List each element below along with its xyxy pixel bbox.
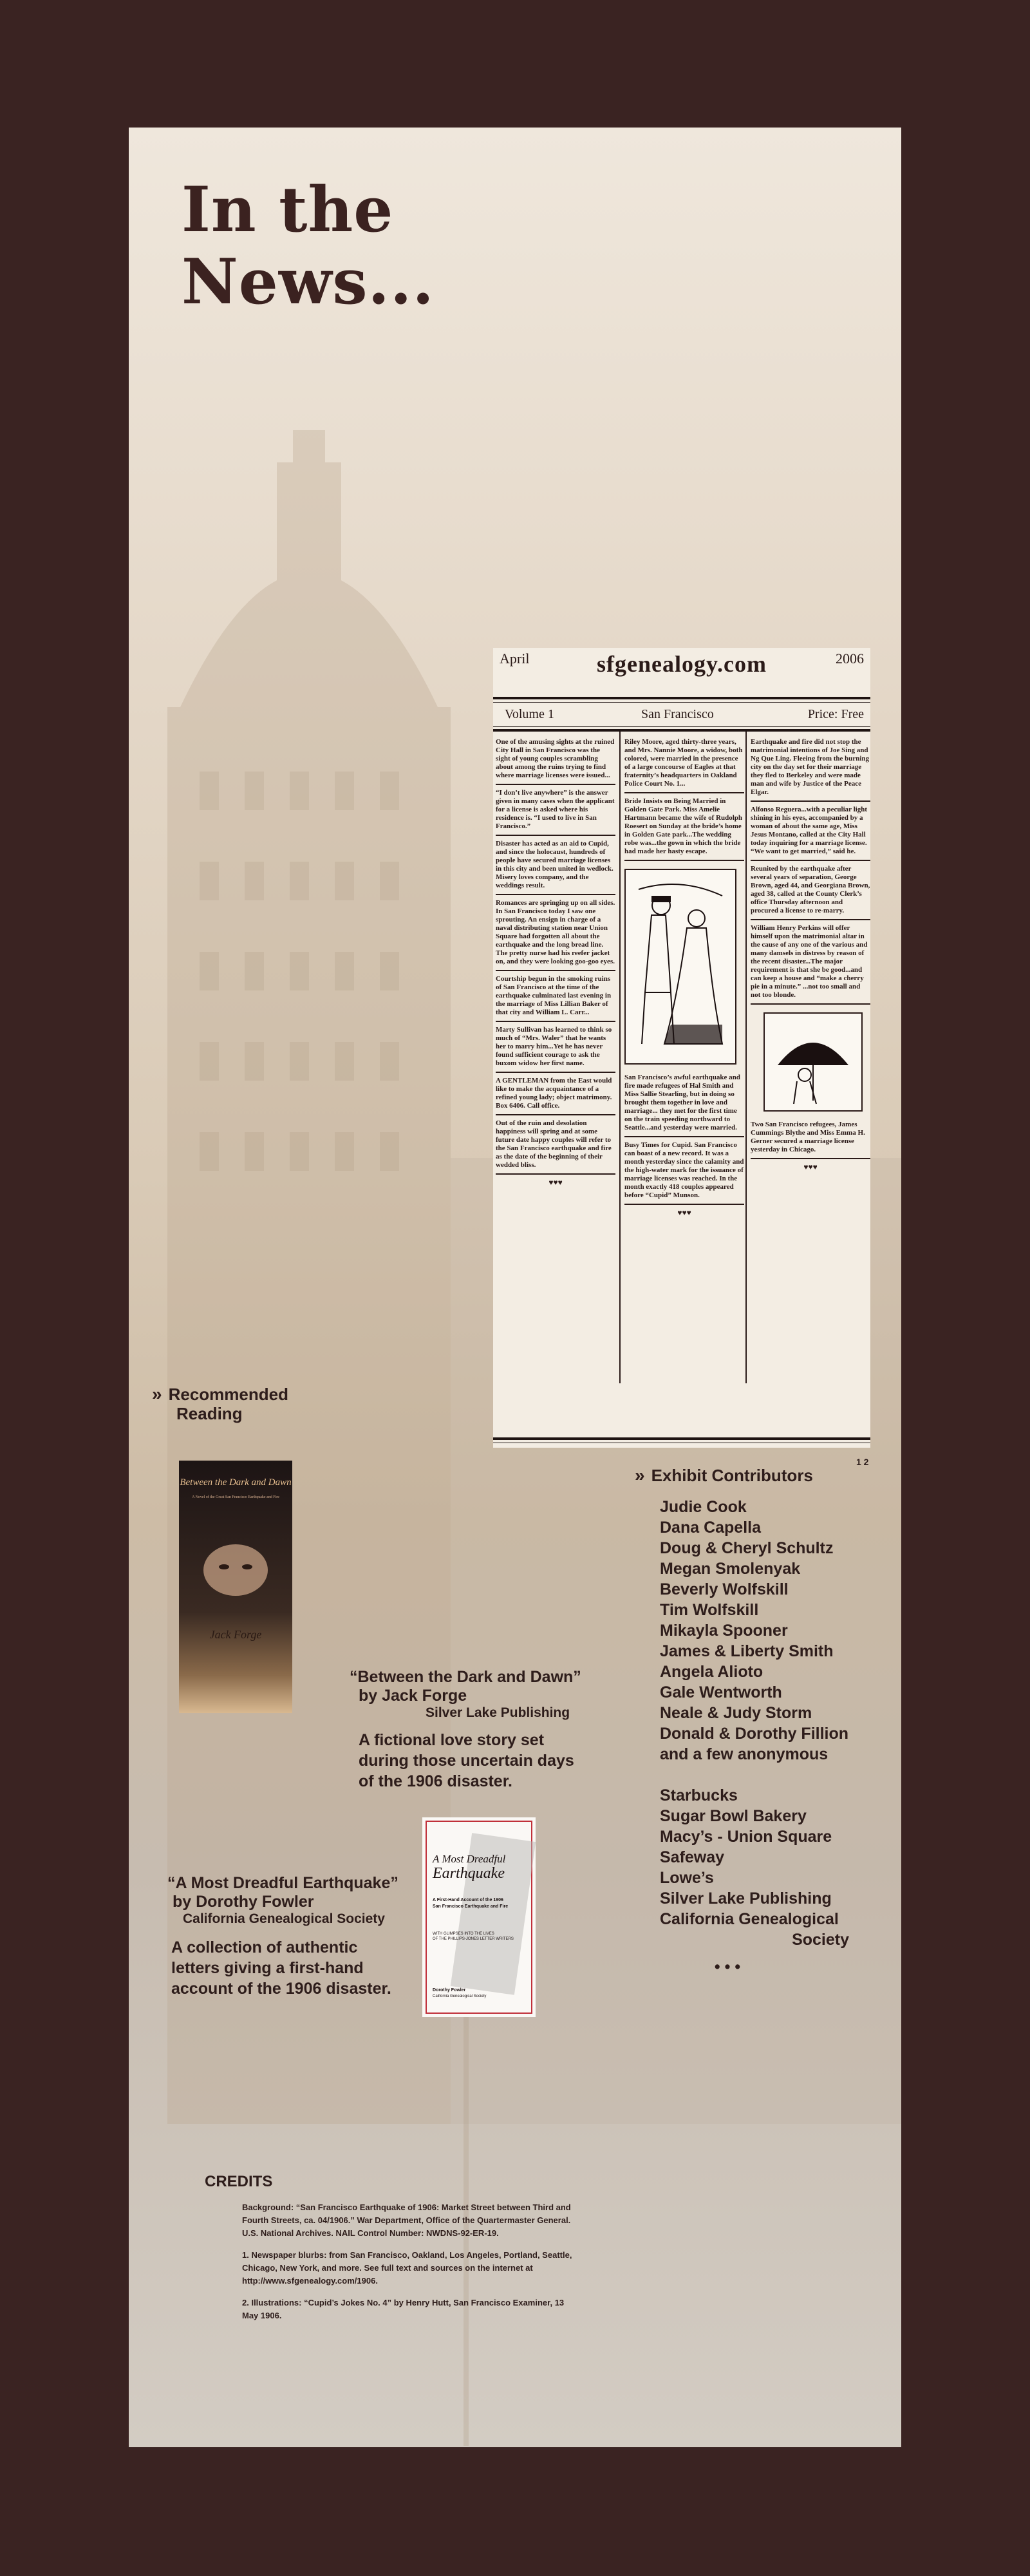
- book-cover-between-dark-dawn[interactable]: [179, 1461, 292, 1713]
- book1-desc: A fictional love story set during those uncertain days of the 1906 disaster.: [359, 1731, 574, 1790]
- book1-author: by Jack Forge: [359, 1687, 467, 1705]
- footnote-markers: 1 2: [856, 1457, 869, 1467]
- book1-publisher: Silver Lake Publishing: [426, 1705, 570, 1720]
- list-item: Dana Capella: [660, 1519, 762, 1537]
- masthead-year: 2006: [836, 650, 864, 667]
- cover-subtitle: A First-Hand Account of the 1906: [433, 1898, 503, 1902]
- newspaper-column-2: [624, 738, 744, 1225]
- book2-title[interactable]: “A Most Dreadful Earthquake”: [167, 1874, 398, 1892]
- dots-ornament: ♥♥♥: [548, 1178, 563, 1187]
- recommended-reading-heading: » Recommended Reading: [152, 1384, 288, 1423]
- ellipsis-ornament: • • •: [714, 1958, 741, 1976]
- infobar-rule: [493, 729, 870, 732]
- credits-heading: CREDITS: [205, 2173, 273, 2190]
- list-item: Donald & Dorothy Fillion: [660, 1725, 849, 1743]
- cover-author: Dorothy Fowler: [433, 1988, 466, 1993]
- list-item: Doug & Cheryl Schultz: [660, 1539, 834, 1557]
- exhibit-contributors-heading: » Exhibit Contributors: [635, 1465, 813, 1485]
- umbrella-illustration: [763, 1012, 863, 1112]
- newspaper-masthead: [493, 648, 870, 699]
- list-item: Society: [792, 1931, 849, 1949]
- book2-author: by Dorothy Fowler: [173, 1893, 314, 1911]
- news-blurb: Reunited by the earthquake after several years of separation, George Brown, aged 44, and Georgiana Brown, aged 38, called at the County Clerk’s office Thursday afternoon and procured a license to re-marry.: [751, 865, 870, 920]
- list-item: Megan Smolenyak: [660, 1560, 801, 1578]
- infobar-rule-thin: [493, 726, 870, 727]
- list-item: James & Liberty Smith: [660, 1642, 834, 1660]
- book-cover-most-dreadful-earthquake[interactable]: [422, 1817, 536, 2017]
- news-blurb: Courtship begun in the smoking ruins of San Francisco at the time of the earthquake culminated last evening in the marriage of Miss Lillian Baker of that city and William L. Carr...: [496, 975, 615, 1022]
- news-blurb: A GENTLEMAN from the East would like to make the acquaintance of a refined young lady; object matrimony. Box 6406. Call office.: [496, 1077, 615, 1115]
- volume-label: Volume 1: [505, 707, 554, 721]
- page-title: In the News...: [182, 173, 435, 318]
- cover-author: California Genealogical Society: [433, 1994, 487, 1998]
- news-blurb: One of the amusing sights at the ruined City Hall in San Francisco was the sight of young couples scrambling about among the ruins trying to find where marriage licenses were issued...: [496, 738, 615, 785]
- column-divider: [619, 732, 621, 1383]
- dots-ornament: ♥♥♥: [803, 1162, 818, 1171]
- couple-illustration: [624, 869, 736, 1065]
- list-item: Mikayla Spooner: [660, 1622, 788, 1640]
- list-item: Lowe’s: [660, 1869, 714, 1887]
- newspaper-column-3: [751, 738, 870, 1179]
- list-item: Safeway: [660, 1848, 725, 1866]
- news-blurb: “I don’t live anywhere” is the answer given in many cases when the applicant for a license is asked where his residence is. “I used to live in San Francisco.”: [496, 789, 615, 836]
- news-blurb: Marty Sullivan has learned to think so much of “Mrs. Waler” that he wants her to marry him...Yet he has never found sufficient courage to ask the buxom widow her first name.: [496, 1026, 615, 1073]
- credit-item: 1. Newspaper blurbs: from San Francisco, Oakland, Los Angeles, Portland, Seattle, Chicago, New York, and more. See full text and sources on the internet at http://www.sfgenealogy.com/1906.: [242, 2250, 572, 2286]
- news-blurb: Romances are springing up on all sides. In San Francisco today I saw one sprouting. An ensign in charge of a naval distributing station near Union Square had forgotten all about the earthquake and the long bread line. The pretty nurse had his reefer jacket on, and they were looking goo-goo eyes.: [496, 899, 615, 971]
- news-blurb: San Francisco’s awful earthquake and fire made refugees of Hal Smith and Miss Sallie Stearling, but in doing so brought them together in love and marriage... they met for the first time on the train speeding northward to Seattle...and yesterday were married.: [624, 1074, 744, 1137]
- book1-info: [350, 1668, 581, 1792]
- list-item: Judie Cook: [660, 1498, 747, 1516]
- price-label: Price: Free: [807, 707, 864, 721]
- masthead-rule: [493, 697, 870, 699]
- cover-subtitle: San Francisco Earthquake and Fire: [433, 1904, 509, 1909]
- credit-item: Background: “San Francisco Earthquake of 1906: Market Street between Third and Fourth Streets, ca. 04/1906.” War Department, Office of the Quartermaster General. U.S. National Archives. NAIL Control Number: NWDNS-92-ER-19.: [242, 2202, 571, 2238]
- news-blurb: Alfonso Reguera...with a peculiar light shining in his eyes, accompanied by a woman of about the same age, Miss Jesus Montano, called at the City Hall today inquiring for a marriage license. “We want to get married,” said he.: [751, 806, 870, 861]
- newspaper-column-1: [496, 738, 615, 1195]
- news-blurb: Two San Francisco refugees, James Cummings Blythe and Miss Emma H. Gerner secured a marriage license yesterday in Chicago.: [751, 1121, 870, 1159]
- book2-info: [167, 1874, 398, 1999]
- bottom-rule: [493, 1437, 870, 1440]
- book2-publisher: California Genealogical Society: [183, 1911, 385, 1926]
- cover-title: Between the Dark and Dawn: [180, 1477, 292, 1488]
- cover-title: Earthquake: [433, 1865, 505, 1882]
- column-divider: [745, 732, 747, 1383]
- credits-section: [205, 2173, 577, 2331]
- news-blurb: Disaster has acted as an aid to Cupid, and since the holocaust, hundreds of people have secured marriage licenses in this city and been united in wedlock. Misery loves company, and the weddings result.: [496, 840, 615, 895]
- credit-item: 2. Illustrations: “Cupid’s Jokes No. 4” by Henry Hutt, San Francisco Examiner, 13 May 1906.: [242, 2298, 565, 2320]
- list-item: Beverly Wolfskill: [660, 1580, 789, 1598]
- newspaper-panel: [493, 648, 870, 1448]
- list-item: Neale & Judy Storm: [660, 1704, 812, 1722]
- news-blurb: Bride Insists on Being Married in Golden Gate Park. Miss Amelie Hartmann became the wife of Rudolph Roesert on Sunday at the bride’s home in Golden Gate park...The wedding robe was...the gown in which the bride had made her hasty escape.: [624, 797, 744, 861]
- list-item: California Genealogical: [660, 1910, 839, 1928]
- poster: [129, 128, 901, 2447]
- chevron-right-icon: »: [152, 1384, 162, 1404]
- book1-title[interactable]: “Between the Dark and Dawn”: [350, 1668, 581, 1686]
- dots-ornament: ♥♥♥: [677, 1208, 691, 1217]
- list-item: and a few anonymous: [660, 1745, 829, 1763]
- cover-author: Jack Forge: [209, 1628, 262, 1641]
- news-blurb: Busy Times for Cupid. San Francisco can boast of a new record. It was a month yesterday since the calamity and the high-water mark for the issuance of marriage licenses was reached. In the month exactly 418 couples appeared before “Cupid” Munson.: [624, 1141, 744, 1205]
- list-item: Tim Wolfskill: [660, 1601, 759, 1619]
- cover-title: A Most Dreadful: [433, 1853, 506, 1865]
- newspaper-infobar: [493, 705, 870, 725]
- list-item: Silver Lake Publishing: [660, 1889, 832, 1908]
- book2-desc: A collection of authentic letters giving a first-hand account of the 1906 disaster.: [171, 1938, 391, 1998]
- contributors-list: [660, 1497, 853, 1977]
- cover-subtitle: A Novel of the Great San Francisco Earthquake and Fire: [192, 1495, 279, 1499]
- list-item: Gale Wentworth: [660, 1683, 782, 1701]
- cover-subtitle: OF THE PHILLIPS-JONES LETTER WRITERS: [433, 1937, 514, 1941]
- list-item: Macy’s - Union Square: [660, 1828, 832, 1846]
- news-blurb: Riley Moore, aged thirty-three years, and Mrs. Nannie Moore, a widow, both colored, were married in the presence of a large concourse of Eagles at that fraternity’s headquarters in Oakland Police Court No. 1...: [624, 738, 744, 793]
- list-item: Starbucks: [660, 1786, 738, 1804]
- masthead-site: sfgenealogy.com: [597, 651, 767, 677]
- list-item: Sugar Bowl Bakery: [660, 1807, 807, 1825]
- news-blurb: William Henry Perkins will offer himself upon the matrimonial altar in the cause of any one of the various and many damsels in distress by reason of the recent disaster...The major requirement is that she be good...and can keep a house and “make a cherry pie in a minute.” ...not too small and not too blonde.: [751, 924, 870, 1005]
- cover-subtitle: WITH GLIMPSES INTO THE LIVES: [433, 1932, 494, 1936]
- city-label: San Francisco: [641, 707, 714, 721]
- chevron-right-icon: »: [635, 1465, 645, 1485]
- list-item: Angela Alioto: [660, 1663, 763, 1681]
- masthead-rule-thin: [493, 702, 870, 703]
- news-blurb: Earthquake and fire did not stop the matrimonial intentions of Joe Sing and Ng Que Ling. Fleeing from the burning city on the day set for their marriage they fled to Berkeley and were made man and wife by Justice of the Peace Elgar.: [751, 738, 870, 802]
- masthead-month: April: [500, 650, 530, 667]
- news-blurb: Out of the ruin and desolation happiness will spring and at some future date happy couples will refer to the San Francisco earthquake and fire as the date of the beginning of their wedded bliss.: [496, 1119, 615, 1175]
